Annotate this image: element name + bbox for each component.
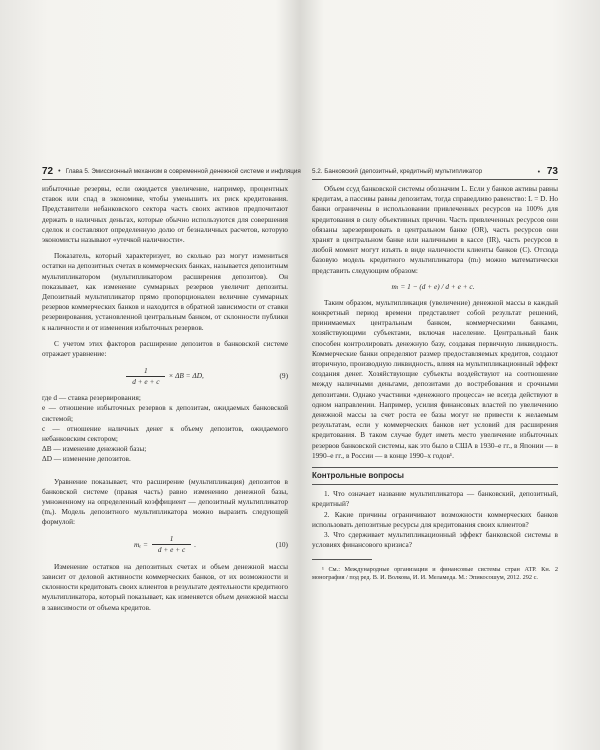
bullet-icon: • [58,167,61,175]
definition-line: c — отношение наличных денег к объему депозитов, ожидаемого небанковским сектором; [42,423,288,444]
left-running-head [42,163,301,180]
left-running-head-title: Глава 5. Эмиссионный механизм в современной денежной системе и инфляция [65,167,301,175]
left-page-number: 72 [42,165,54,177]
footnote-divider [312,559,372,560]
right-body-text [312,184,558,589]
left-body-text [42,184,288,613]
formula-text: mₗ = 1 − (d + e) / d + e + c. [391,281,475,291]
right-page [300,0,600,750]
right-page-number: 73 [546,165,558,177]
right-running-head-title: 5.2. Банковский (депозитный, кредитный) мультипликатор [312,167,483,175]
footnote: ¹ См.: Международные организации и финансовые системы стран АТР. Кн. 2 монография / под ред. В. И. Волкова, И. И. Меламеда. М.: Эпикосошум, 2012. 292 с. [312,565,558,582]
formula-9 [42,359,288,393]
question-item: 1. Что означает название мультипликатора — банковский, депозитный, кредитный? [312,489,558,509]
definition-line: ΔD — изменение депозитов. [42,454,131,464]
right-running-head [312,163,558,180]
paragraph: Уравнение показывает, что расширение (мультипликация) депозитов в банковской системе (правая часть) равно изменению денежной базы, умноженному на определенный коэффициент — депозитный мультипликатор (mₑ). Модель депозитного мультипликатора можно выразить следующей формулой: [42,476,288,527]
definition-line: ΔB — изменение денежной базы; [42,444,147,454]
formula-fraction: $\frac{1}{d + e + c}$ [152,534,191,555]
bullet-icon: • [537,168,541,176]
question-item: 2. Какие причины ограничивают возможности коммерческих банков использовать депозитные ресурсы для кредитования своих клиентов? [312,509,558,529]
formula-lhs: mₑ = [133,539,148,549]
formula-fraction: $\frac{1}{d + e + c}$ [126,366,165,387]
definition-line: где d — ставка резервирования; [42,393,141,403]
equation-number: (10) [275,539,288,549]
paragraph: избыточные резервы, если ожидается увеличение, например, процентных ставок или спад в экономике, чтобы уменьшить их риск кредитования. Представители небанковского сектора часть своих активов предпочитают держать в наличных деньгах, которые обычно используются для совершения сделок и составляют определенную долю от безналичных расчетов, которую экономисты называют «утечкой наличности». [42,184,288,245]
equation-number: (9) [279,371,288,381]
paragraph: Таким образом, мультипликация (увеличение) денежной массы в каждый конкретный период времени представляет собой результат решений, принимаемых центральным банком, коммерческими банками, хозяйствующими субъектами, включая население. Центральный банк способен контролировать денежную базу, создавая первичную ликвидность. Коммерческие банки определяют размер предоставляемых кредитов, создают вторичную, производную ликвидность, влияя на мультипликационный эффект создания денег. Хозяйствующие субъекты воздействуют на соотношение между наличными деньгами, депозитами до востребования и срочными депозитами. Однако участники «денежного процесса» не всегда действуют в одном направлении. Например, усилия финансовых властей по увеличению денежной массы за счет роста ее базы могут не привести к желаемым результатам, если у коммерческих банков нет условий для расширения кредитования. В таком случае будет иметь место увеличение избыточных резервов банковской системы, как это было в США в 1930–е гг., в Японии — в 1990–е гг., в России — в конце 1990–х годов¹. [312,297,558,460]
formula-tail: × ΔB = ΔD, [168,371,204,381]
formula-tail: . [194,539,197,549]
formula-credit-multiplier [312,276,558,298]
paragraph: Объем ссуд банковской системы обозначим L. Если у банков активы равны кредитам, а пассивы равны депозитам, тогда справедливо равенство: L = D. Но банки ограничены в использовании привлеченных ресурсов на 100% для кредитования в силу объективных причин. Часть привлеченных ресурсов они обязаны зарезервировать в центральном банке (OR), часть ресурсов они хранят в центральном банке или наличными в кассе (IR), часть ресурсов в любой момент могут изъять в виде наличности клиенты банков (C). Отсюда базовую модель кредитного мультипликатора (mₗ) можно математически представить следующим образом: [312,184,558,275]
formula-10 [42,528,288,562]
question-item: 3. Что сдерживает мультипликационный эффект банковской системы в условиях финансового кризиса? [312,530,558,550]
definition-line: e — отношение избыточных резервов к депозитам, ожидаемых банковской системой; [42,403,288,423]
section-title: Контрольные вопросы [312,467,558,485]
paragraph: С учетом этих факторов расширение депозитов в банковской системе отражает уравнение: [42,338,288,359]
paragraph: Показатель, который характеризует, во сколько раз могут измениться остатки на депозитных счетах в коммерческих банках, называется депозитным мультипликатором (мультипликатором расширения депозитов). Он показывает, как изменение суммарных резервов увеличит депозиты. Депозитный мультипликатор прямо пропорционален величине суммарных резервов коммерческих банков и находится в обратной зависимости от ставки резервирования, установленной центральным банком, от склонности публики к наличности и от изменения избыточных резервов. [42,251,288,332]
paragraph: Изменение остатков на депозитных счетах и объем денежной массы зависит от деловой активности коммерческих банков, от их возможности и склонности кредитовать своих клиентов в результате деятельности кредитного мультипликатора, который показывает, как изменяется объем денежной массы в зависимости от объема кредитов. [42,561,288,612]
